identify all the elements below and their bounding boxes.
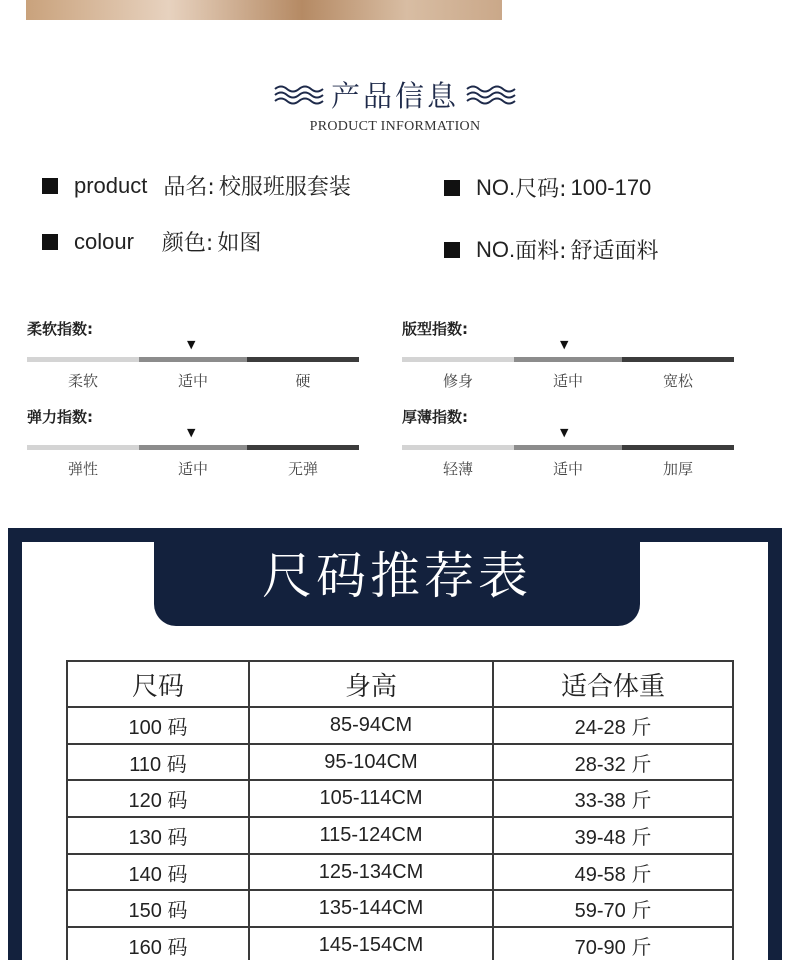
- info-label: 尺码:: [515, 177, 567, 202]
- index-title: 厚薄指数:: [402, 408, 468, 426]
- index-bar: [27, 445, 359, 450]
- column-header-size: 尺码: [67, 661, 249, 707]
- wave-decoration-right-icon: [465, 84, 517, 106]
- index-label: 适中: [552, 372, 583, 390]
- cell-weight: 49-58 斤: [493, 854, 733, 891]
- table-row: [67, 927, 733, 960]
- cell-size: 160 码: [67, 927, 249, 960]
- cell-weight: 59-70 斤: [493, 890, 733, 927]
- cell-height: 135-144CM: [249, 890, 493, 927]
- index-label: 修身: [442, 372, 473, 390]
- square-bullet-icon: [444, 242, 460, 258]
- index-fit: [402, 318, 734, 390]
- index-title: 弹力指数:: [27, 408, 93, 426]
- table-header-row: [67, 661, 733, 707]
- info-en-label: product: [74, 172, 148, 198]
- cell-weight: 39-48 斤: [493, 817, 733, 854]
- table-row: [67, 780, 733, 817]
- index-label: 硬: [295, 372, 311, 390]
- info-label: 面料:: [515, 239, 567, 264]
- info-label: 颜色:: [161, 231, 214, 256]
- square-bullet-icon: [42, 178, 58, 194]
- index-label: 轻薄: [442, 460, 473, 478]
- info-value: 舒适面料: [570, 239, 659, 264]
- index-elasticity: [27, 406, 359, 478]
- size-chart-table: [66, 660, 734, 960]
- index-label: 加厚: [662, 460, 693, 478]
- index-label: 柔软: [67, 372, 98, 390]
- info-label: 品名:: [163, 175, 215, 200]
- cell-height: 115-124CM: [249, 817, 493, 854]
- info-value: 如图: [217, 231, 262, 256]
- cell-size: 110 码: [67, 744, 249, 781]
- section-subtitle: PRODUCT INFORMATION: [309, 119, 481, 134]
- cell-height: 95-104CM: [249, 744, 493, 781]
- cell-size: 130 码: [67, 817, 249, 854]
- index-title: 版型指数:: [402, 320, 468, 338]
- index-label: 弹性: [67, 460, 98, 478]
- cell-weight: 28-32 斤: [493, 744, 733, 781]
- table-row: [67, 890, 733, 927]
- cell-height: 85-94CM: [249, 707, 493, 744]
- index-softness: [27, 318, 359, 390]
- cell-weight: 70-90 斤: [493, 927, 733, 960]
- level-marker-icon: ▼: [560, 426, 569, 439]
- table-row: [67, 744, 733, 781]
- cell-size: 140 码: [67, 854, 249, 891]
- cell-weight: 24-28 斤: [493, 707, 733, 744]
- info-size: [444, 172, 651, 203]
- index-bar: [402, 357, 734, 362]
- info-colour: [42, 226, 261, 257]
- cell-size: 150 码: [67, 890, 249, 927]
- square-bullet-icon: [444, 180, 460, 196]
- index-label: 适中: [177, 372, 208, 390]
- wave-decoration-left-icon: [273, 84, 325, 106]
- info-en-label: NO.: [476, 174, 516, 200]
- index-bar: [402, 445, 734, 450]
- index-thickness: [402, 406, 734, 478]
- info-fabric: [444, 234, 659, 265]
- index-bar: [27, 357, 359, 362]
- table-row: [67, 707, 733, 744]
- square-bullet-icon: [42, 234, 58, 250]
- level-marker-icon: ▼: [560, 338, 569, 351]
- table-row: [67, 817, 733, 854]
- info-value: 100-170: [570, 174, 652, 200]
- cell-height: 125-134CM: [249, 854, 493, 891]
- level-marker-icon: ▼: [187, 426, 196, 439]
- cell-size: 100 码: [67, 707, 249, 744]
- index-title: 柔软指数:: [27, 320, 93, 338]
- info-product-name: [42, 170, 351, 201]
- index-label: 无弹: [287, 460, 318, 478]
- size-chart-banner: [154, 528, 640, 626]
- cell-height: 105-114CM: [249, 780, 493, 817]
- section-title: 产品信息: [330, 79, 459, 113]
- product-photo-bottom-edge: [26, 0, 502, 20]
- level-marker-icon: ▼: [187, 338, 196, 351]
- index-label: 适中: [177, 460, 208, 478]
- info-en-label: NO.: [476, 236, 516, 262]
- cell-weight: 33-38 斤: [493, 780, 733, 817]
- product-information-header: [0, 74, 790, 135]
- info-en-label: colour: [74, 228, 134, 254]
- cell-size: 120 码: [67, 780, 249, 817]
- cell-height: 145-154CM: [249, 927, 493, 960]
- info-value: 校服班服套装: [218, 175, 351, 200]
- column-header-height: 身高: [249, 661, 493, 707]
- column-header-weight: 适合体重: [493, 661, 733, 707]
- size-chart-title: 尺码推荐表: [262, 547, 532, 605]
- index-label: 适中: [552, 460, 583, 478]
- index-label: 宽松: [662, 372, 693, 390]
- table-row: [67, 854, 733, 891]
